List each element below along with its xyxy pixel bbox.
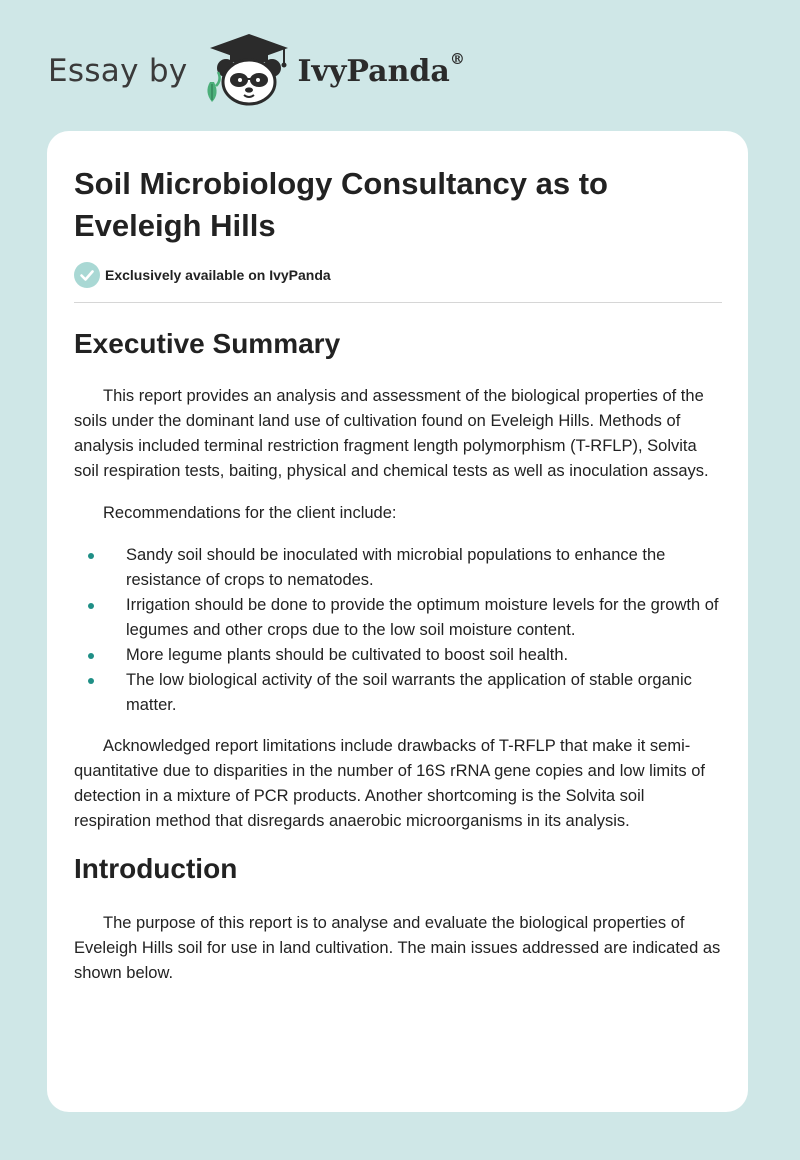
badge-text: Exclusively available on IvyPanda — [105, 267, 331, 283]
bullet-icon — [88, 653, 94, 659]
list-item — [74, 668, 722, 718]
exclusive-badge — [74, 262, 331, 288]
panda-logo-icon — [202, 32, 296, 106]
brand-name — [297, 49, 465, 89]
brand-prefix: Essay by — [48, 53, 188, 89]
list-item-text: More legume plants should be cultivated to boost soil health. — [126, 646, 569, 664]
recommendations-list — [74, 543, 722, 718]
list-item-text: Sandy soil should be inoculated with microbial populations to enhance the resistance of crops to nematodes. — [126, 546, 666, 589]
summary-paragraph: This report provides an analysis and assessment of the biological properties of the soils under the dominant land use of cultivation found on Eveleigh Hills. Methods of analysis included terminal restriction fragment length polymorphism (T-RFLP), Solvita soil respiration tests, baiting, physical and chemical tests as well as inoculation assays. — [74, 387, 709, 480]
check-circle-icon — [74, 262, 100, 288]
limitations-paragraph: Acknowledged report limitations include drawbacks of T-RFLP that make it semi-quantitative due to disparities in the number of 16S rRNA gene copies and low limits of detection in a mixture of PCR products. Another shortcoming is the Solvita soil respiration method that disregards anaerobic microorganisms in its analysis. — [74, 737, 706, 830]
list-item-text: Irrigation should be done to provide the optimum moisture levels for the growth of legumes and other crops due to the low soil moisture content. — [126, 596, 719, 639]
section-heading-executive-summary: Executive Summary — [74, 328, 341, 359]
bullet-icon — [88, 553, 94, 559]
list-item — [74, 643, 722, 668]
list-item — [74, 543, 722, 593]
essay-card — [47, 131, 748, 1112]
introduction-paragraph: The purpose of this report is to analyse and evaluate the biological properties of Eveleigh Hills soil for use in land cultivation. The main issues addressed are indicated as shown below. — [74, 914, 721, 982]
brand-name-text: IvyPanda — [297, 53, 450, 89]
page-title: Soil Microbiology Consultancy as to Eveleigh Hills — [74, 166, 608, 243]
bullet-icon — [88, 678, 94, 684]
brand-header[interactable] — [48, 36, 465, 106]
recommendations-intro: Recommendations for the client include: — [103, 504, 397, 522]
registered-mark: ® — [449, 49, 465, 68]
divider — [74, 302, 722, 303]
list-item — [74, 593, 722, 643]
bullet-icon — [88, 603, 94, 609]
section-heading-introduction: Introduction — [74, 853, 238, 884]
list-item-text: The low biological activity of the soil warrants the application of stable organic matter. — [126, 671, 692, 714]
